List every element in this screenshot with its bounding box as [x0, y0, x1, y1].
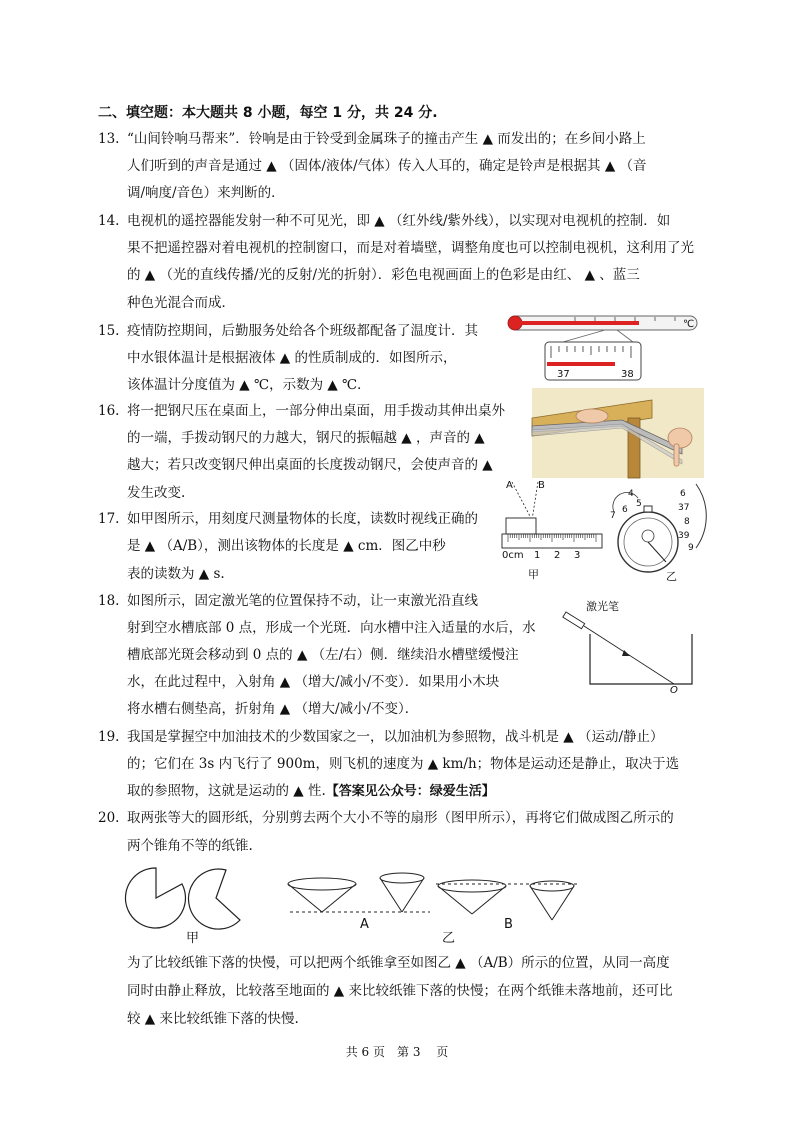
dial-num-9: 9	[688, 543, 694, 553]
q18-line1: 如图所示，固定激光笔的位置保持不动，让一束激光沿直线	[127, 593, 478, 609]
dial-num-4: 4	[628, 489, 634, 499]
q14-line2: 果不把遥控器对着电视机的控制窗口，而是对着墙壁，调整角度也可以控制电视机，这利用了光	[127, 240, 694, 256]
q18-number: 18.	[98, 593, 120, 609]
q18-line4: 水，在此过程中，入射角 ▲ （增大/减小/不变）．如果用小木块	[127, 674, 500, 690]
q20-number: 20.	[98, 810, 120, 826]
q17-line2: 是 ▲ （A/B），测出该物体的长度是 ▲ cm．图乙中秒	[127, 538, 446, 554]
view-label-b: B	[538, 480, 545, 491]
q15-number: 15.	[98, 323, 120, 339]
ruler-label-2: 2	[554, 550, 561, 561]
q13-line2: 人们听到的声音是通过 ▲ （固体/液体/气体）传入人耳的，确定是铃声是根据其 ▲ （音	[127, 158, 647, 174]
laser-tank-figure	[560, 598, 700, 694]
q13-line3: 调/响度/音色）来判断的．	[127, 185, 285, 201]
page-footer: 共 6 页 第 3 页	[345, 1045, 449, 1059]
ruler-label-1: 1	[534, 550, 541, 561]
ruler-label-0cm: 0cm	[502, 550, 524, 561]
thermometer-label-38: 38	[621, 369, 634, 380]
q15-line3: 该体温计分度值为 ▲ ℃，示数为 ▲ ℃．	[127, 377, 371, 393]
q14-line4: 种色光混合而成．	[127, 295, 235, 311]
q19-line2: 的；它们在 3s 内飞行了 900m，则飞机的速度为 ▲ km/h；物体是运动还是静止，取决于选	[127, 756, 680, 772]
q14-line1: 电视机的遥控器能发射一种不可见光，即 ▲ （红外线/紫外线），以实现对电视机的控制．如	[127, 213, 671, 229]
q20-line5: 较 ▲ 来比较纸锥下落的快慢.	[127, 1011, 299, 1027]
thermometer-figure	[505, 312, 705, 384]
section-title: 二、填空题：本大题共 8 小题，每空 1 分，共 24 分.	[98, 105, 438, 121]
q18-line2: 射到空水槽底部 0 点，形成一个光斑．向水槽中注入适量的水后，水	[127, 620, 536, 636]
view-label-a: A	[506, 480, 513, 491]
thermometer-label-37: 37	[557, 369, 570, 380]
figure-label-yi: 乙	[666, 570, 677, 583]
q15-line1: 疫情防控期间，后勤服务处给各个班级都配备了温度计．其	[127, 323, 478, 339]
q16-line2: 的一端，手拨动钢尺的力越大，钢尺的振幅越 ▲ ，声音的 ▲	[127, 430, 485, 446]
q19-line1: 我国是掌握空中加油技术的少数国家之一，以加油机为参照物，战斗机是 ▲ （运动/静止）	[127, 729, 664, 745]
q17-line3: 表的读数为 ▲ s.	[127, 566, 225, 582]
cone-figure-label-jia: 甲	[186, 931, 200, 946]
cone-figure-label-yi: 乙	[442, 931, 456, 946]
dial-num-6-small: 6	[622, 505, 628, 515]
cone-position-b-label: B	[504, 917, 513, 932]
q15-line2: 中水银体温计是根据液体 ▲ 的性质制成的．如图所示，	[127, 350, 457, 366]
paper-cone-figure	[124, 860, 724, 948]
q13-line1: “山间铃响马帮来”．铃响是由于铃受到金属珠子的撞击产生 ▲ 而发出的；在乡间小路上	[127, 131, 646, 147]
stopwatch-figure	[608, 484, 710, 584]
q14-line3: 的 ▲ （光的直线传播/光的反射/光的折射）．彩色电视画面上的色彩是由红、 ▲ 、蓝三	[127, 267, 640, 283]
q18-line3: 槽底部光斑会移动到 0 点的 ▲ （左/右）侧．继续沿水槽壁缓慢注	[127, 647, 519, 663]
point-o-label: O	[670, 685, 678, 696]
q20-line1: 取两张等大的圆形纸，分别剪去两个大小不等的扇形（图甲所示），再将它们做成图乙所示的	[127, 810, 674, 826]
answer-note: 【答案见公众号：绿爱生活】	[325, 784, 495, 799]
q19-line3-text: 取的参照物，这就是运动的 ▲ 性.	[127, 783, 326, 799]
ruler-label-3: 3	[574, 550, 581, 561]
q16-line4: 发生改变.	[127, 485, 186, 501]
q13-number: 13.	[98, 131, 120, 147]
q17-line1: 如甲图所示，用刻度尺测量物体的长度，读数时视线正确的	[127, 511, 478, 527]
q20-line3: 为了比较纸锥下落的快慢，可以把两个纸锥拿至如图乙 ▲ （A/B）所示的位置，从同一高度	[127, 955, 670, 971]
q16-line1: 将一把钢尺压在桌面上，一部分伸出桌面，用手拨动其伸出桌外	[127, 403, 505, 419]
dial-num-8: 8	[684, 517, 690, 527]
q20-line2: 两个锥角不等的纸锥.	[127, 838, 253, 854]
q19-line3	[127, 782, 495, 801]
q16-line3: 越大；若只改变钢尺伸出桌面的长度拨动钢尺，会使声音的 ▲	[127, 457, 493, 473]
q18-line5: 将水槽右侧垫高，折射角 ▲ （增大/减小/不变）．	[127, 701, 419, 717]
q17-number: 17.	[98, 511, 120, 527]
dial-num-37: 37	[678, 503, 690, 513]
thermometer-unit: ℃	[683, 319, 695, 330]
steel-ruler-figure	[532, 388, 704, 478]
dial-num-5: 5	[636, 499, 642, 509]
dial-num-39: 39	[678, 531, 690, 541]
dial-num-6: 6	[680, 489, 686, 499]
q14-number: 14.	[98, 213, 120, 229]
q16-number: 16.	[98, 403, 120, 419]
q19-number: 19.	[98, 729, 120, 745]
ruler-measure-figure	[498, 478, 606, 584]
laser-pen-label: 激光笔	[586, 600, 619, 613]
cone-position-a-label: A	[360, 917, 369, 932]
dial-num-7: 7	[610, 511, 616, 521]
figure-label-jia: 甲	[528, 568, 539, 581]
q20-line4: 同时由静止释放，比较落至地面的 ▲ 来比较纸锥下落的快慢；在两个纸锥未落地前，还可比	[127, 983, 673, 999]
